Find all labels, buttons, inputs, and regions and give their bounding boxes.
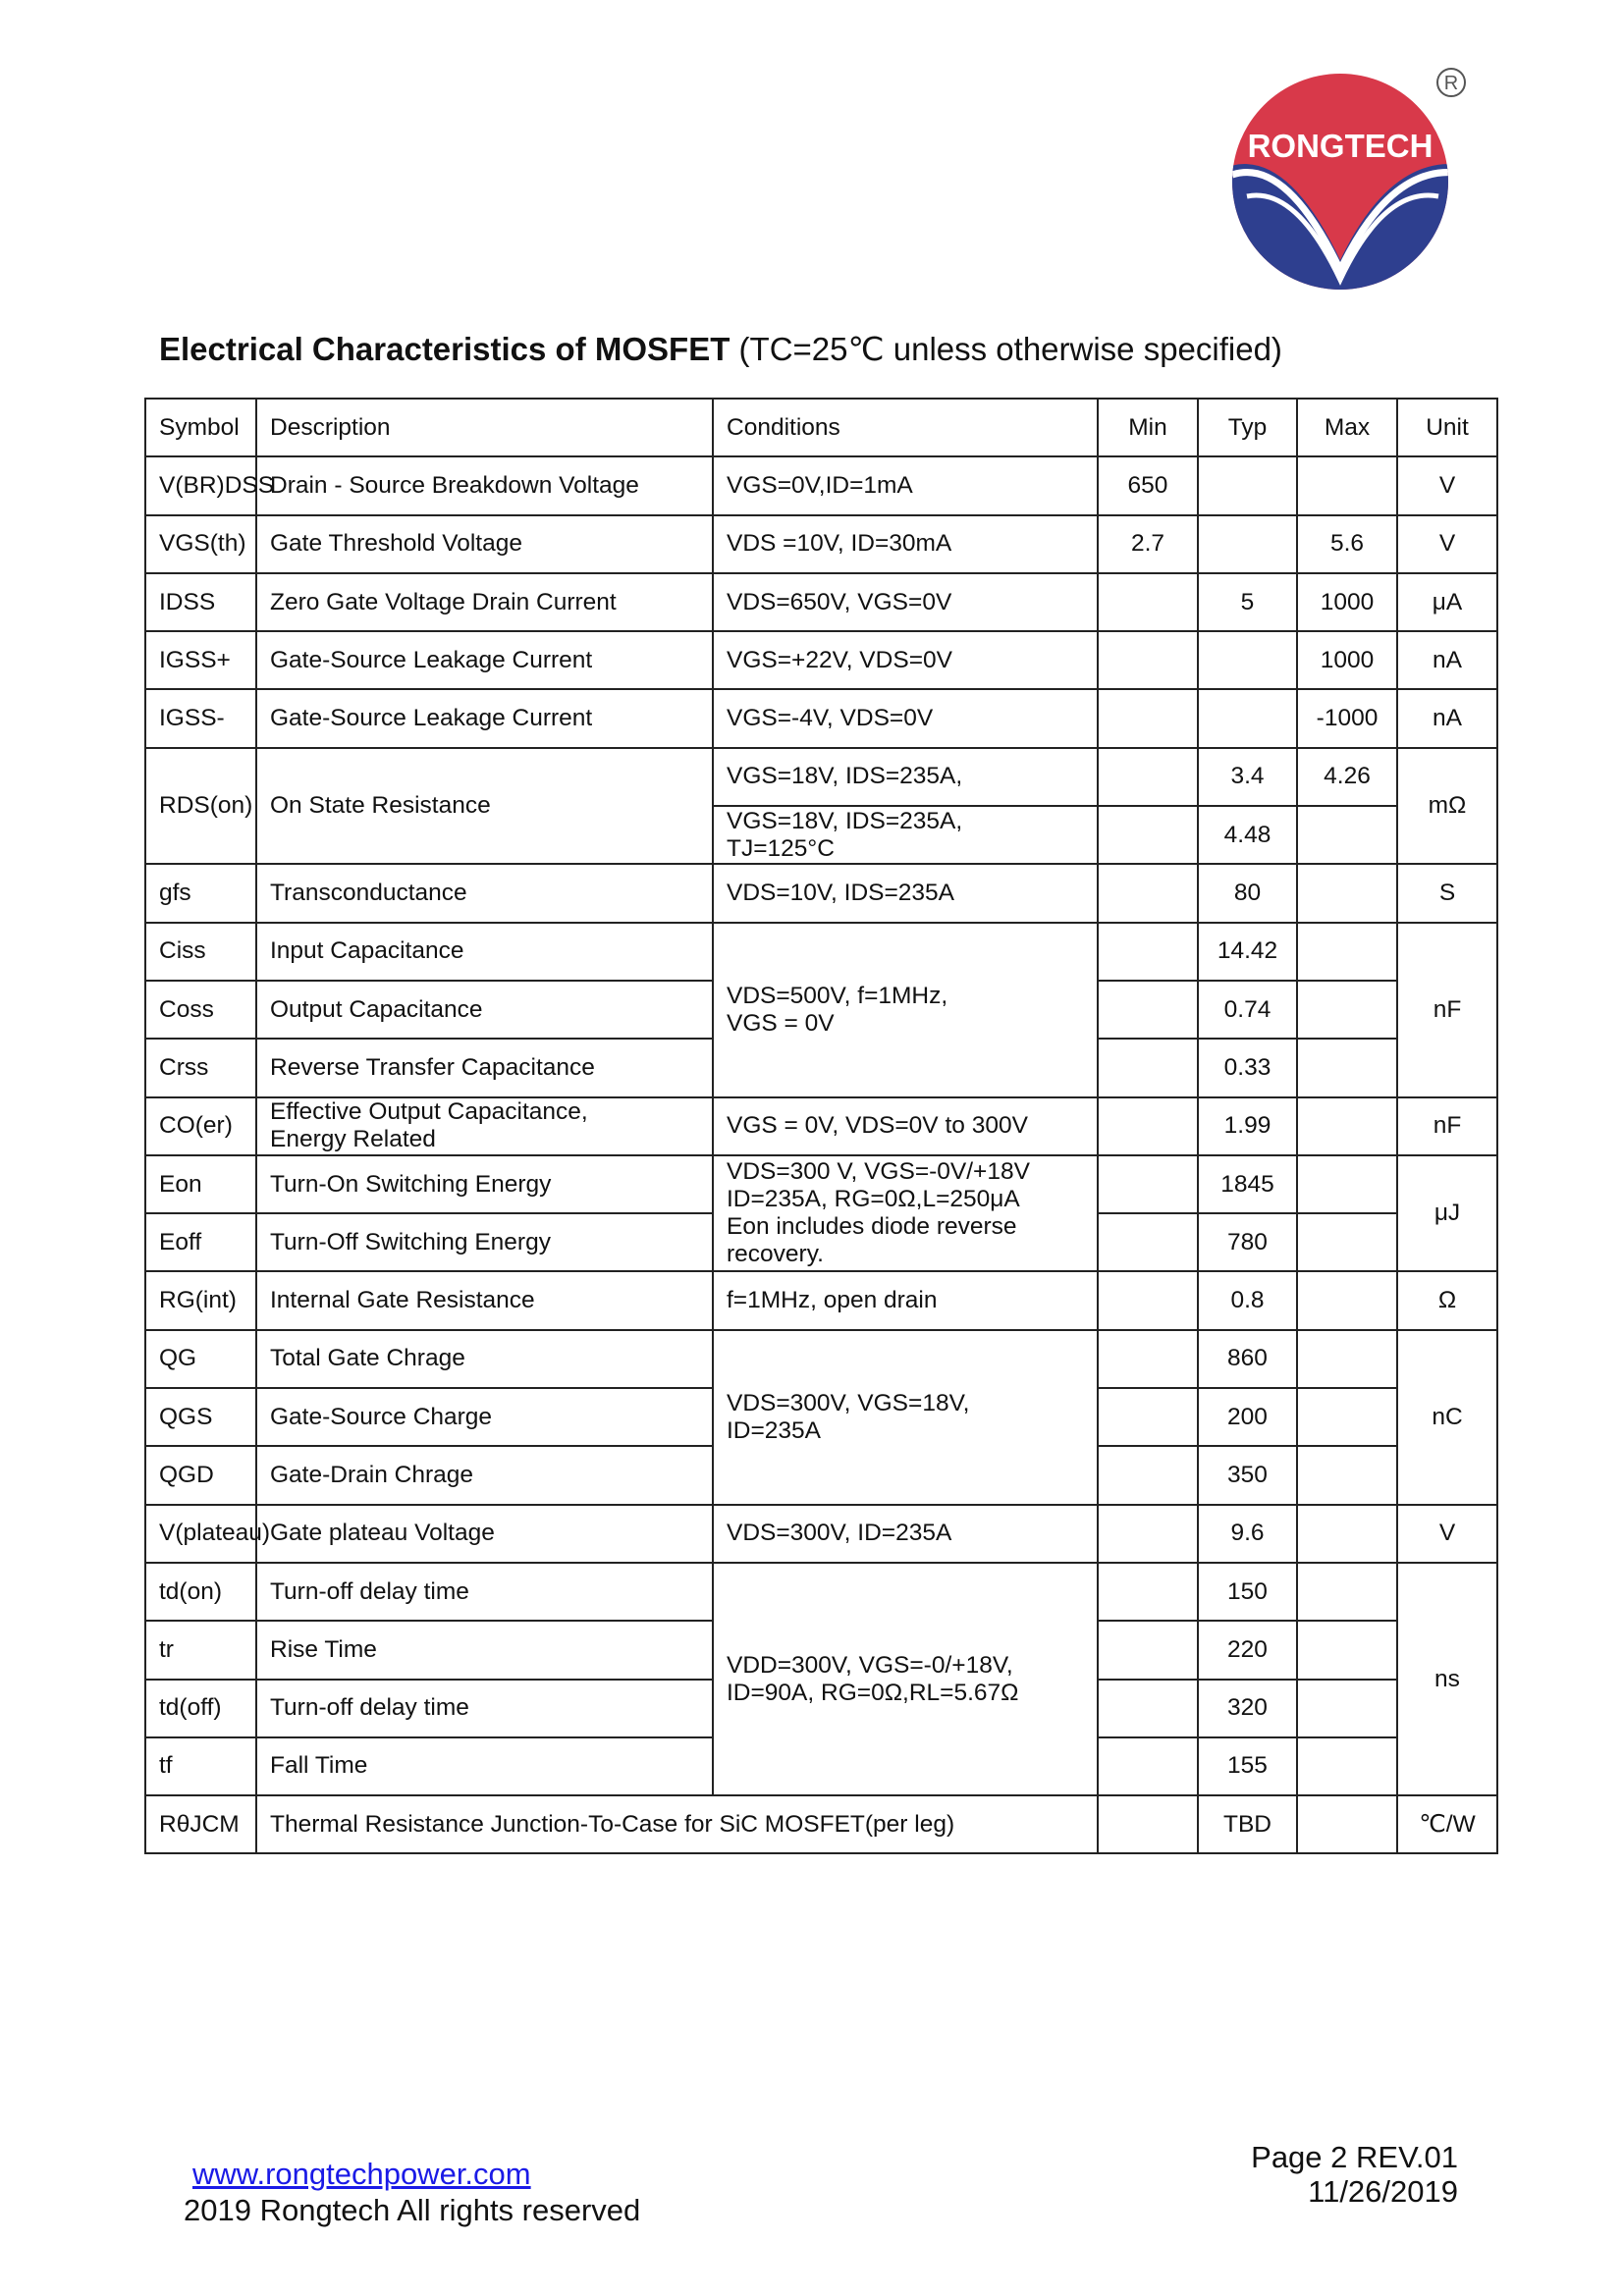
min-cell	[1098, 1795, 1198, 1853]
min-cell	[1098, 1737, 1198, 1795]
typ-cell: 1845	[1198, 1155, 1297, 1213]
max-cell: 5.6	[1297, 515, 1397, 573]
typ-cell	[1198, 631, 1297, 689]
symbol-cell: td(on)	[145, 1563, 256, 1621]
max-cell	[1297, 1680, 1397, 1737]
typ-cell: 220	[1198, 1621, 1297, 1679]
typ-cell: 320	[1198, 1680, 1297, 1737]
conditions-cell: VDS=650V, VGS=0V	[713, 573, 1098, 631]
typ-cell: 350	[1198, 1446, 1297, 1504]
website-link[interactable]: www.rongtechpower.com	[192, 2157, 531, 2191]
min-cell	[1098, 748, 1198, 806]
table-row	[145, 631, 1497, 689]
description-cell: Effective Output Capacitance, Energy Related	[256, 1097, 713, 1155]
max-cell	[1297, 1097, 1397, 1155]
max-cell	[1297, 1795, 1397, 1853]
min-cell	[1098, 923, 1198, 981]
symbol-cell: tr	[145, 1621, 256, 1679]
max-cell	[1297, 1039, 1397, 1096]
table-row	[145, 689, 1497, 747]
min-cell: 2.7	[1098, 515, 1198, 573]
min-cell	[1098, 864, 1198, 922]
min-cell	[1098, 1388, 1198, 1446]
symbol-cell: Eon	[145, 1155, 256, 1213]
table-row	[145, 573, 1497, 631]
description-cell: Gate-Source Charge	[256, 1388, 713, 1446]
table-row	[145, 1505, 1497, 1563]
min-cell	[1098, 1213, 1198, 1271]
symbol-cell: VGS(th)	[145, 515, 256, 573]
symbol-cell: CO(er)	[145, 1097, 256, 1155]
typ-cell: 860	[1198, 1330, 1297, 1388]
header-symbol: Symbol	[145, 399, 256, 456]
unit-cell: nF	[1397, 1097, 1497, 1155]
title-condition: (TC=25℃ unless otherwise specified)	[738, 331, 1282, 367]
typ-cell: 0.74	[1198, 981, 1297, 1039]
unit-cell: V	[1397, 456, 1497, 514]
symbol-cell: Eoff	[145, 1213, 256, 1271]
title-bold: Electrical Characteristics of MOSFET	[159, 331, 730, 367]
unit-cell: μA	[1397, 573, 1497, 631]
typ-cell	[1198, 456, 1297, 514]
conditions-cell: VGS = 0V, VDS=0V to 300V	[713, 1097, 1098, 1155]
description-cell: Total Gate Chrage	[256, 1330, 713, 1388]
description-cell: Input Capacitance	[256, 923, 713, 981]
description-cell: Gate Threshold Voltage	[256, 515, 713, 573]
min-cell	[1098, 1271, 1198, 1329]
unit-cell: ℃/W	[1397, 1795, 1497, 1853]
min-cell	[1098, 981, 1198, 1039]
symbol-cell: Ciss	[145, 923, 256, 981]
symbol-cell: Coss	[145, 981, 256, 1039]
description-cell: Output Capacitance	[256, 981, 713, 1039]
conditions-cell: VDS=300 V, VGS=-0V/+18V ID=235A, RG=0Ω,L=250μA Eon includes diode reverse recovery.	[713, 1155, 1098, 1272]
symbol-cell: gfs	[145, 864, 256, 922]
conditions-cell: VGS=+22V, VDS=0V	[713, 631, 1098, 689]
description-cell: Transconductance	[256, 864, 713, 922]
header-max: Max	[1297, 399, 1397, 456]
header-conditions: Conditions	[713, 399, 1098, 456]
max-cell	[1297, 981, 1397, 1039]
header-typ: Typ	[1198, 399, 1297, 456]
table-header-row	[145, 399, 1497, 456]
description-cell: Turn-On Switching Energy	[256, 1155, 713, 1213]
typ-cell: 155	[1198, 1737, 1297, 1795]
min-cell	[1098, 573, 1198, 631]
electrical-characteristics-table	[144, 398, 1498, 1854]
typ-cell: 150	[1198, 1563, 1297, 1621]
table-row	[145, 1155, 1497, 1213]
max-cell	[1297, 1737, 1397, 1795]
typ-cell: 200	[1198, 1388, 1297, 1446]
header-unit: Unit	[1397, 399, 1497, 456]
symbol-cell: RθJCM	[145, 1795, 256, 1853]
min-cell	[1098, 1563, 1198, 1621]
min-cell	[1098, 1155, 1198, 1213]
description-cell: Turn-Off Switching Energy	[256, 1213, 713, 1271]
unit-cell: nF	[1397, 923, 1497, 1097]
symbol-cell: V(plateau)	[145, 1505, 256, 1563]
max-cell: 1000	[1297, 573, 1397, 631]
symbol-cell: IDSS	[145, 573, 256, 631]
max-cell	[1297, 1563, 1397, 1621]
page-title	[159, 330, 1282, 368]
unit-cell: Ω	[1397, 1271, 1497, 1329]
table-row	[145, 864, 1497, 922]
typ-cell: 0.8	[1198, 1271, 1297, 1329]
typ-cell: 1.99	[1198, 1097, 1297, 1155]
svg-text:R: R	[1443, 73, 1459, 94]
description-cell: Zero Gate Voltage Drain Current	[256, 573, 713, 631]
description-cell: Rise Time	[256, 1621, 713, 1679]
conditions-cell: VGS=18V, IDS=235A, TJ=125°C	[713, 806, 1098, 864]
table-row	[145, 515, 1497, 573]
logo-text: RONGTECH	[1247, 128, 1434, 164]
min-cell	[1098, 689, 1198, 747]
typ-cell: 0.33	[1198, 1039, 1297, 1096]
table-row	[145, 1795, 1497, 1853]
unit-cell: V	[1397, 1505, 1497, 1563]
max-cell	[1297, 923, 1397, 981]
max-cell	[1297, 456, 1397, 514]
min-cell	[1098, 806, 1198, 864]
description-cell: Drain - Source Breakdown Voltage	[256, 456, 713, 514]
symbol-cell: tf	[145, 1737, 256, 1795]
symbol-cell: RG(int)	[145, 1271, 256, 1329]
conditions-cell: f=1MHz, open drain	[713, 1271, 1098, 1329]
conditions-cell: VGS=18V, IDS=235A,	[713, 748, 1098, 806]
min-cell	[1098, 631, 1198, 689]
typ-cell: 9.6	[1198, 1505, 1297, 1563]
max-cell: -1000	[1297, 689, 1397, 747]
conditions-cell: VDS=10V, IDS=235A	[713, 864, 1098, 922]
unit-cell: S	[1397, 864, 1497, 922]
min-cell	[1098, 1446, 1198, 1504]
table-row	[145, 1271, 1497, 1329]
header-min: Min	[1098, 399, 1198, 456]
symbol-cell: QG	[145, 1330, 256, 1388]
max-cell	[1297, 1213, 1397, 1271]
conditions-cell: VDD=300V, VGS=-0/+18V, ID=90A, RG=0Ω,RL=5.67Ω	[713, 1563, 1098, 1795]
symbol-cell: V(BR)DSS	[145, 456, 256, 514]
max-cell	[1297, 1271, 1397, 1329]
typ-cell	[1198, 689, 1297, 747]
min-cell	[1098, 1330, 1198, 1388]
typ-cell: 4.48	[1198, 806, 1297, 864]
table-row	[145, 1330, 1497, 1388]
table-row	[145, 1097, 1497, 1155]
table-row	[145, 456, 1497, 514]
description-cell: Fall Time	[256, 1737, 713, 1795]
table-row	[145, 748, 1497, 806]
typ-cell: 5	[1198, 573, 1297, 631]
max-cell	[1297, 1505, 1397, 1563]
revision-date: 11/26/2019	[1308, 2174, 1458, 2209]
max-cell	[1297, 1621, 1397, 1679]
max-cell: 1000	[1297, 631, 1397, 689]
max-cell: 4.26	[1297, 748, 1397, 806]
min-cell	[1098, 1621, 1198, 1679]
typ-cell: 80	[1198, 864, 1297, 922]
unit-cell: nA	[1397, 631, 1497, 689]
conditions-cell: VDS=300V, ID=235A	[713, 1505, 1098, 1563]
conditions-cell: VDS =10V, ID=30mA	[713, 515, 1098, 573]
min-cell: 650	[1098, 456, 1198, 514]
typ-cell: 780	[1198, 1213, 1297, 1271]
symbol-cell: Crss	[145, 1039, 256, 1096]
max-cell	[1297, 1330, 1397, 1388]
typ-cell: TBD	[1198, 1795, 1297, 1853]
unit-cell: mΩ	[1397, 748, 1497, 865]
symbol-cell: QGD	[145, 1446, 256, 1504]
max-cell	[1297, 1388, 1397, 1446]
unit-cell: nC	[1397, 1330, 1497, 1505]
rongtech-logo	[1227, 59, 1473, 304]
page-revision: Page 2 REV.01	[1251, 2140, 1458, 2174]
conditions-cell: VDS=300V, VGS=18V, ID=235A	[713, 1330, 1098, 1505]
description-cell: Internal Gate Resistance	[256, 1271, 713, 1329]
table-row	[145, 923, 1497, 981]
typ-cell: 14.42	[1198, 923, 1297, 981]
symbol-cell: QGS	[145, 1388, 256, 1446]
header-description: Description	[256, 399, 713, 456]
unit-cell: nA	[1397, 689, 1497, 747]
symbol-cell: IGSS+	[145, 631, 256, 689]
max-cell	[1297, 864, 1397, 922]
symbol-cell: td(off)	[145, 1680, 256, 1737]
symbol-cell: RDS(on)	[145, 748, 256, 865]
description-cell: Turn-off delay time	[256, 1563, 713, 1621]
symbol-cell: IGSS-	[145, 689, 256, 747]
min-cell	[1098, 1039, 1198, 1096]
min-cell	[1098, 1097, 1198, 1155]
table-row	[145, 1563, 1497, 1621]
min-cell	[1098, 1680, 1198, 1737]
min-cell	[1098, 1505, 1198, 1563]
unit-cell: V	[1397, 515, 1497, 573]
typ-cell: 3.4	[1198, 748, 1297, 806]
conditions-cell: VGS=0V,ID=1mA	[713, 456, 1098, 514]
unit-cell: μJ	[1397, 1155, 1497, 1272]
conditions-cell: VDS=500V, f=1MHz, VGS = 0V	[713, 923, 1098, 1097]
unit-cell: ns	[1397, 1563, 1497, 1795]
description-cell: On State Resistance	[256, 748, 713, 865]
max-cell	[1297, 806, 1397, 864]
max-cell	[1297, 1155, 1397, 1213]
typ-cell	[1198, 515, 1297, 573]
description-cell: Gate-Source Leakage Current	[256, 631, 713, 689]
max-cell	[1297, 1446, 1397, 1504]
conditions-cell: VGS=-4V, VDS=0V	[713, 689, 1098, 747]
description-cell: Turn-off delay time	[256, 1680, 713, 1737]
description-cell: Gate plateau Voltage	[256, 1505, 713, 1563]
description-cell: Gate-Drain Chrage	[256, 1446, 713, 1504]
description-cell: Gate-Source Leakage Current	[256, 689, 713, 747]
description-cell: Thermal Resistance Junction-To-Case for SiC MOSFET(per leg)	[256, 1795, 1098, 1853]
description-cell: Reverse Transfer Capacitance	[256, 1039, 713, 1096]
copyright-text: 2019 Rongtech All rights reserved	[184, 2193, 641, 2227]
table-body	[145, 399, 1497, 1853]
